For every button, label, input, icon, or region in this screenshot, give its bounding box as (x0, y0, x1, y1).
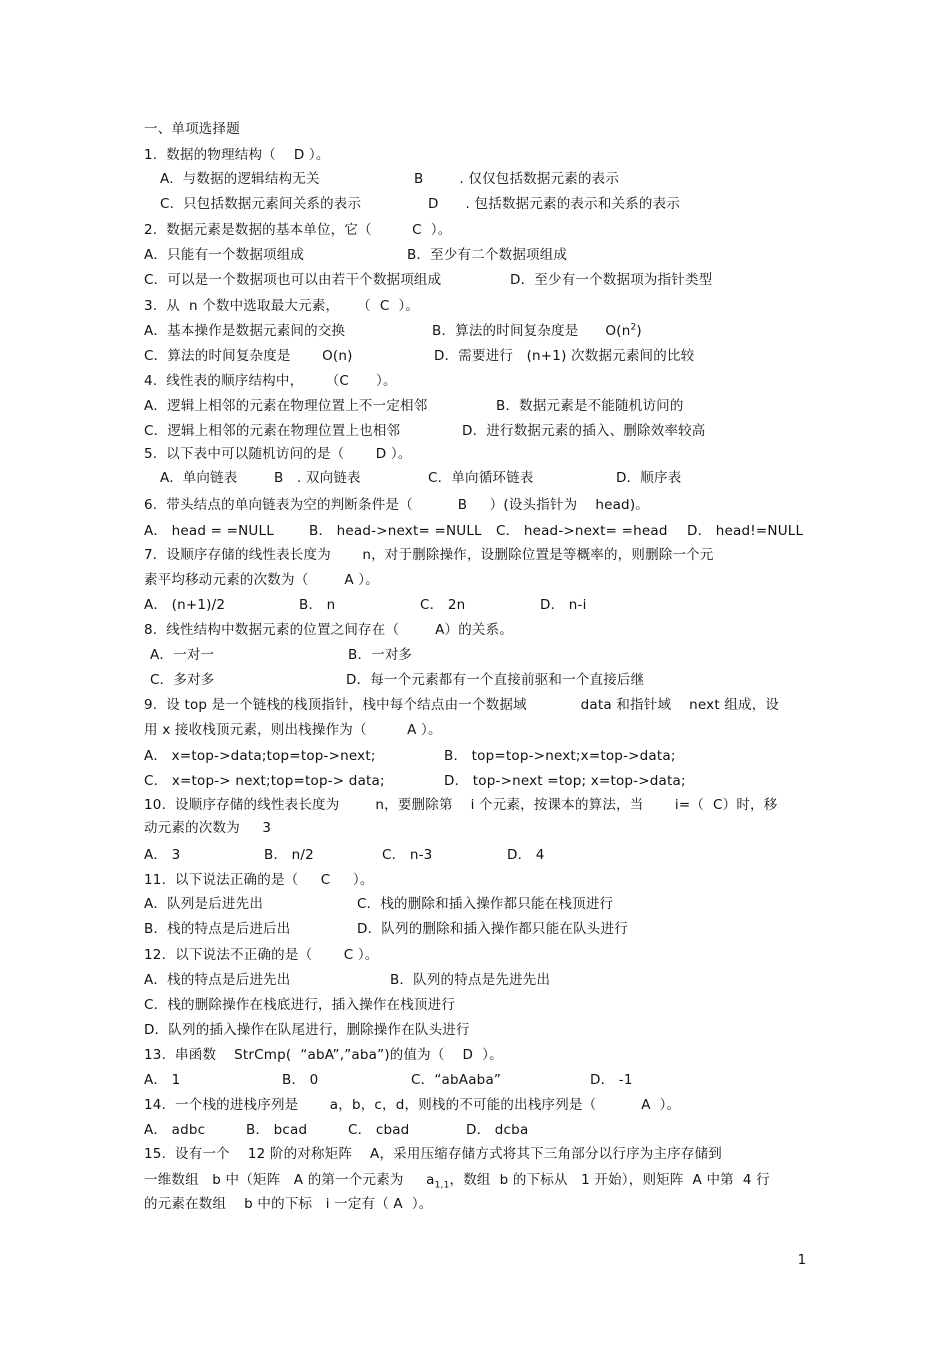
option-text: D．每一个元素都有一个直接前驱和一个直接后继 (346, 672, 645, 688)
question-line: B．栈的特点是后进后出 (144, 921, 291, 937)
question-line: 一维数组 b 中（矩阵 A 的第一个元素为 $a_{1,1}$，数组 b 的下标从 1 开始），则矩阵 A 中第 4 行 (144, 1172, 770, 1191)
option-text: D． -1 (590, 1072, 633, 1088)
question-line: 的元素在数组 b 中的下标 i 一定有（ A ）。 (144, 1196, 433, 1212)
question-line: C．可以是一个数据项也可以由若干个数据项组成 (144, 272, 442, 288)
question-line: 15. 设有一个 12 阶的对称矩阵 A，采用压缩存储方式将其下三角部分以行序为主序存储到 (144, 1146, 722, 1162)
option-text: D．至少有一个数据项为指针类型 (510, 272, 713, 288)
page-number: 1 (797, 1253, 806, 1268)
question-line: 5. 以下表中可以随机访问的是（ D ）。 (144, 446, 412, 462)
question-line: 12．以下说法不正确的是（ C ）。 (144, 947, 379, 963)
option-text: C．“abAaba” (411, 1072, 502, 1088)
option-text: C． 2n (420, 597, 466, 613)
option-text: B．队列的特点是先进先出 (390, 972, 551, 988)
inline-text: ) (636, 323, 642, 339)
option-text: B . 双向链表 (274, 470, 361, 486)
question-line: 素平均移动元素的次数为（ A ）。 (144, 572, 379, 588)
question-line: A. 单向链表 (160, 470, 238, 486)
option-text: B． n/2 (264, 847, 314, 863)
question-line: 用 x 接收栈顶元素，则出栈操作为（ A ）。 (144, 722, 442, 738)
option-text: D．顺序表 (616, 470, 682, 486)
option-text: D． 4 (507, 847, 545, 863)
question-line: 9. 设 top 是一个链栈的栈顶指针，栈中每个结点由一个数据域 data 和指针域 next 组成，设 (144, 697, 780, 713)
option-text: B．算法的时间复杂度是 $O(n^2)$ (432, 322, 642, 339)
question-line: 10. 设顺序存储的线性表长度为 n，要删除第 i 个元素，按课本的算法，当 i=（ C）时，移 (144, 797, 778, 813)
option-text: C． head->next= =head (496, 523, 668, 539)
question-line: 6. 带头结点的单向链表为空的判断条件是（ B ）(设头指针为 head)。 (144, 497, 649, 513)
question-line: 13. 串函数 StrCmp( “abA”,”aba”)的值为（ D ）。 (144, 1047, 503, 1063)
question-line: C．算法的时间复杂度是 O(n) (144, 348, 353, 364)
question-line: A． 1 (144, 1072, 181, 1088)
question-line: A． x=top->data;top=top->next; (144, 748, 376, 764)
option-text: C．单向循环链表 (428, 470, 534, 486)
option-text: D．需要进行 (n+1) 次数据元素间的比较 (434, 348, 695, 364)
option-text: C． cbad (348, 1122, 410, 1138)
superscript: 2 (630, 322, 637, 333)
question-line: 4. 线性表的顺序结构中， （C ）。 (144, 373, 397, 389)
option-text: B． bcad (246, 1122, 308, 1138)
question-line: C．多对多 (150, 672, 215, 688)
option-text: B．至少有二个数据项组成 (407, 247, 568, 263)
question-line: 动元素的次数为 3 (144, 820, 272, 836)
option-text: D．进行数据元素的插入、删除效率较高 (462, 423, 706, 439)
option-text: B． n (299, 597, 336, 613)
question-line: 7．设顺序存储的线性表长度为 n，对于删除操作，设删除位置是等概率的，则删除一个元 (144, 547, 714, 563)
question-line: A．只能有一个数据项组成 (144, 247, 305, 263)
option-text: B．一对多 (348, 647, 413, 663)
question-line: A. 与数据的逻辑结构无关 (160, 171, 320, 187)
question-line: A． (n+1)/2 (144, 597, 226, 613)
question-line: A．一对一 (150, 647, 215, 663)
question-line: 11. 以下说法正确的是（ C ）。 (144, 872, 374, 888)
question-line: C．栈的删除操作在栈底进行，插入操作在栈顶进行 (144, 997, 456, 1013)
option-text: C． n-3 (382, 847, 433, 863)
option-text: C．栈的删除和插入操作都只能在栈顶进行 (357, 896, 614, 912)
question-line: 2. 数据元素是数据的基本单位，它（ C ）。 (144, 222, 452, 238)
question-line: A．逻辑上相邻的元素在物理位置上不一定相邻 (144, 398, 428, 414)
inline-text: ，数组 b 的下标从 1 开始），则矩阵 A 中第 4 行 (449, 1172, 770, 1188)
option-text: B． head->next= =NULL (309, 523, 482, 539)
option-text: D．队列的删除和插入操作都只能在队头进行 (357, 921, 628, 937)
subscript: 1,1 (434, 1180, 450, 1191)
option-text: B．数据元素是不能随机访问的 (496, 398, 684, 414)
question-line: A． adbc (144, 1122, 206, 1138)
question-line: A． head = =NULL (144, 523, 274, 539)
question-line: C． x=top-> next;top=top-> data; (144, 773, 385, 789)
question-line: A．队列是后进先出 (144, 896, 264, 912)
question-line: 8. 线性结构中数据元素的位置之间存在（ A）的关系。 (144, 622, 514, 638)
question-line: 1. 数据的物理结构（ D ）。 (144, 147, 330, 163)
option-text: D． dcba (466, 1122, 529, 1138)
question-line: 14. 一个栈的进栈序列是 a，b，c，d，则栈的不可能的出栈序列是（ A ）。 (144, 1097, 681, 1113)
question-line: A．基本操作是数据元素间的交换 (144, 323, 346, 339)
option-text: B． 0 (282, 1072, 319, 1088)
question-line: A． 3 (144, 847, 181, 863)
option-text: D． head!=NULL (687, 523, 804, 539)
option-text: B． top=top->next;x=top->data; (444, 748, 676, 764)
option-text: D． top->next =top; x=top->data; (444, 773, 686, 789)
question-line: D．队列的插入操作在队尾进行，删除操作在队头进行 (144, 1022, 470, 1038)
option-text: D． n-i (540, 597, 587, 613)
question-line: 3. 从 n 个数中选取最大元素， （ C ）。 (144, 298, 420, 314)
question-line: A．栈的特点是后进先出 (144, 972, 291, 988)
section-title: 一、单项选择题 (144, 121, 240, 137)
question-line: C．逻辑上相邻的元素在物理位置上也相邻 (144, 423, 401, 439)
option-text: D . 包括数据元素的表示和关系的表示 (428, 196, 681, 212)
option-text: B . 仅仅包括数据元素的表示 (414, 171, 620, 187)
question-line: C. 只包括数据元素间关系的表示 (160, 196, 362, 212)
